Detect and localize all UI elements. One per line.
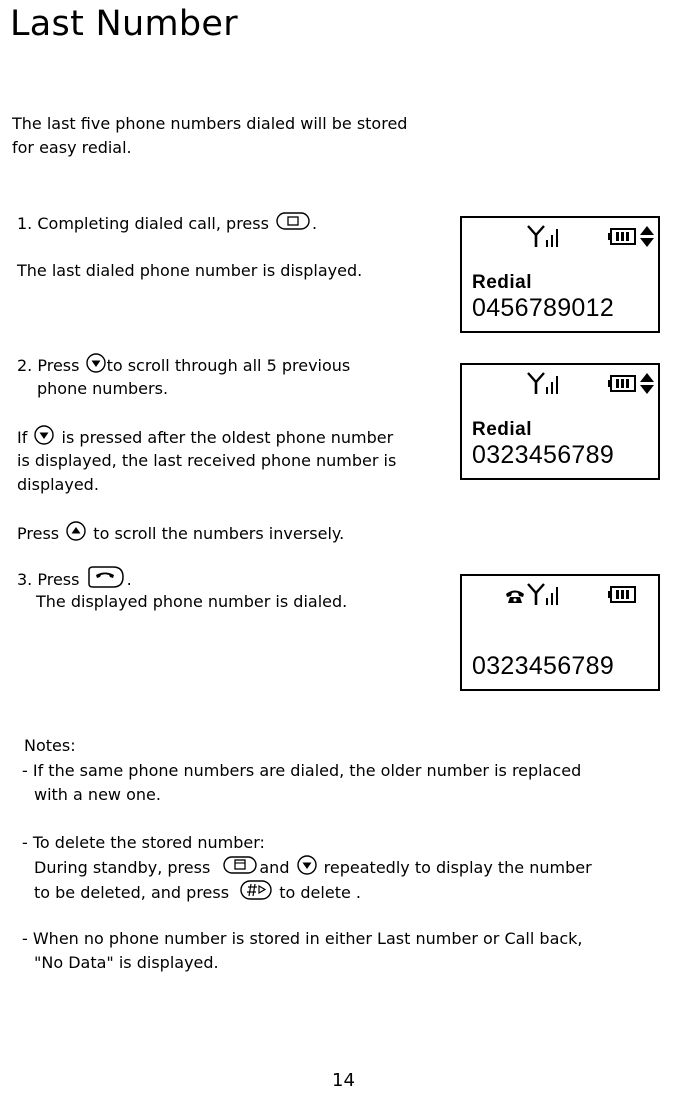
- note-2-line-3: [34, 879, 361, 908]
- note-1-line-2: with a new one.: [34, 785, 161, 804]
- note-2-line-1: - To delete the stored number:: [22, 833, 265, 852]
- display-screen-2: [460, 363, 660, 480]
- step-2-up-text: [17, 521, 344, 548]
- note-3-line-1: - When no phone number is stored in either Last number or Call back,: [22, 929, 583, 948]
- page-number: 14: [332, 1070, 355, 1091]
- screen-label: Redial: [472, 272, 533, 293]
- step-3-description: The displayed phone number is dialed.: [36, 592, 348, 611]
- scroll-updown-icon: [639, 372, 655, 399]
- note-2-line-2: [34, 855, 592, 882]
- note-2-line-2-b: and: [259, 858, 290, 877]
- note-1-line-1: - If the same phone numbers are dialed, the older number is replaced: [22, 761, 582, 780]
- battery-icon: [608, 228, 636, 249]
- step-2-if-text: [17, 425, 393, 452]
- step-1-before: 1. Completing dialed call, press: [17, 214, 269, 233]
- down-arrow-key-icon: [297, 855, 317, 882]
- notes-heading: Notes:: [24, 736, 76, 755]
- antenna-signal-icon: [527, 582, 561, 610]
- step-2-before: 2. Press: [17, 356, 80, 375]
- intro-line-1: The last five phone numbers dialed will be stored: [12, 114, 408, 133]
- up-arrow-key-icon: [66, 521, 86, 548]
- battery-icon: [608, 586, 636, 607]
- antenna-signal-icon: [527, 371, 561, 399]
- antenna-signal-icon: [527, 224, 561, 252]
- battery-icon: [608, 375, 636, 396]
- status-bar: [462, 222, 658, 250]
- status-bar: [462, 369, 658, 397]
- note-2-line-2-a: During standby, press: [34, 858, 211, 877]
- step-1-description: The last dialed phone number is displayed.: [17, 261, 363, 280]
- note-2-line-2-c: repeatedly to display the number: [323, 858, 592, 877]
- phone-icon: [505, 588, 525, 608]
- step-2-if-before: If: [17, 428, 28, 447]
- screen-number: 0456789012: [472, 294, 615, 322]
- step-3-before: 3. Press: [17, 570, 80, 589]
- menu-key-icon: [223, 856, 257, 881]
- step-2-text: [17, 353, 350, 380]
- display-screen-1: [460, 216, 660, 333]
- step-2-if-after: is pressed after the oldest phone number: [61, 428, 394, 447]
- screen-number: 0323456789: [472, 441, 615, 469]
- menu-key-icon: [276, 212, 310, 237]
- display-screen-3: [460, 574, 660, 691]
- step-2-line-2: phone numbers.: [37, 379, 169, 398]
- step-1-text: [17, 212, 317, 237]
- status-bar: [462, 580, 658, 608]
- page-title: Last Number: [10, 4, 238, 44]
- down-arrow-key-icon: [86, 353, 106, 380]
- intro-line-2: for easy redial.: [12, 138, 132, 157]
- note-3-line-2: "No Data" is displayed.: [34, 953, 219, 972]
- hash-key-icon: [240, 879, 272, 908]
- step-2-up-before: Press: [17, 524, 60, 543]
- scroll-updown-icon: [639, 225, 655, 252]
- step-1-after: .: [312, 214, 318, 233]
- step-2-after: to scroll through all 5 previous: [106, 356, 351, 375]
- step-2-if-line-3: displayed.: [17, 475, 99, 494]
- down-arrow-key-icon: [34, 425, 54, 452]
- step-2-up-after: to scroll the numbers inversely.: [93, 524, 345, 543]
- screen-label: Redial: [472, 419, 533, 440]
- screen-number: 0323456789: [472, 652, 615, 680]
- note-2-line-3-a: to be deleted, and press: [34, 883, 230, 902]
- step-3-after: .: [126, 570, 132, 589]
- note-2-line-3-b: to delete .: [279, 883, 361, 902]
- step-2-if-line-2: is displayed, the last received phone number is: [17, 451, 397, 470]
